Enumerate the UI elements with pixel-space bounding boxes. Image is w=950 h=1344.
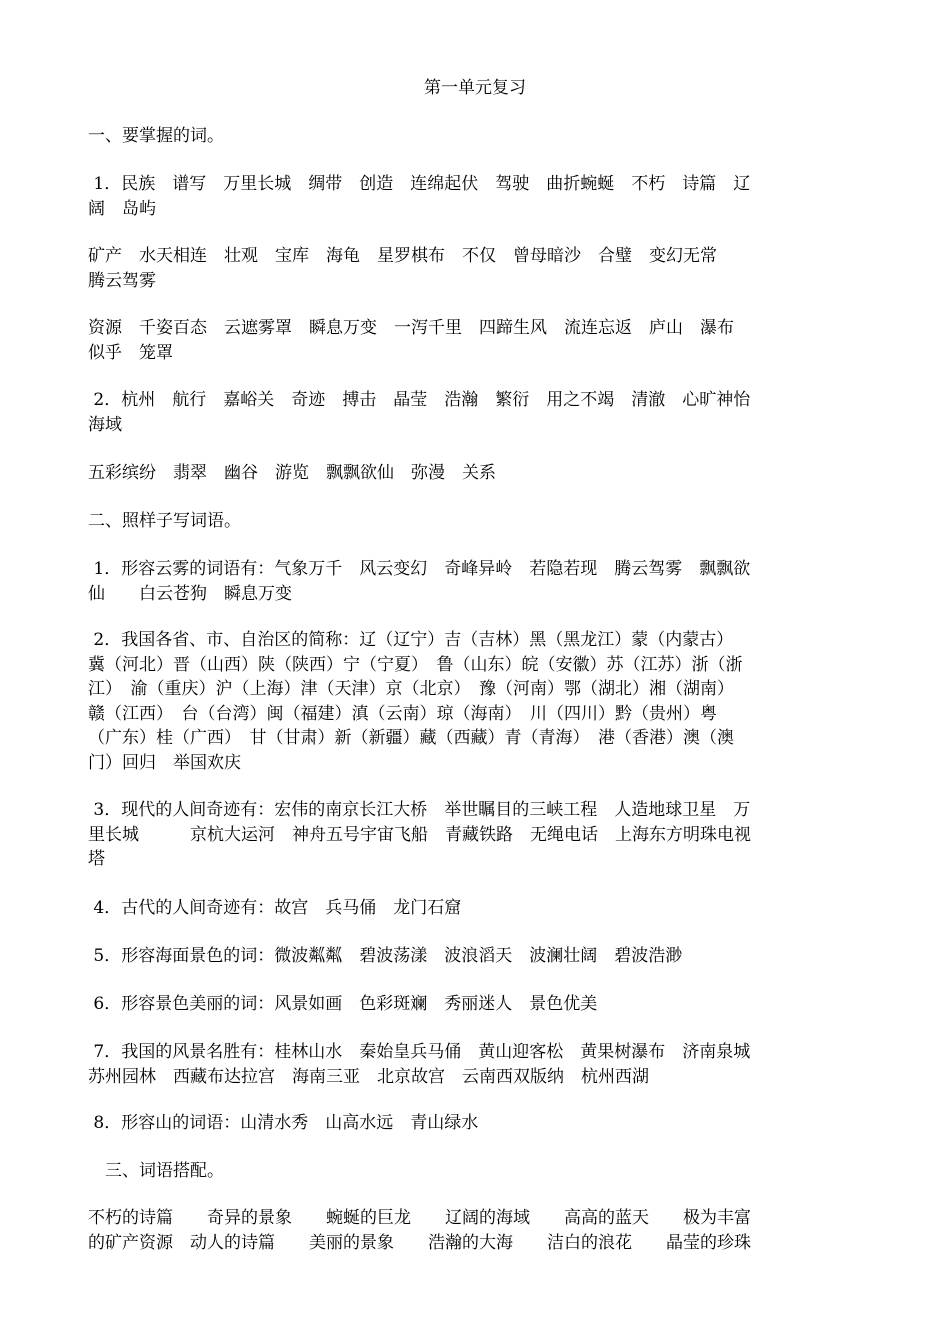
text-line: 二、照样子写词语。: [88, 511, 241, 531]
paragraph: [88, 316, 838, 365]
text-line: 资源 千姿百态 云遮雾罩 瞬息万变 一泻千里 四蹄生风 流连忘返 庐山 瀑布: [88, 318, 734, 338]
text-line: 三、词语搭配。: [88, 1161, 224, 1181]
text-line: 不朽的诗篇 奇异的景象 蜿蜒的巨龙 辽阔的海域 高高的蓝天 极为丰富: [88, 1208, 751, 1228]
paragraph: [88, 944, 838, 969]
paragraph: [88, 896, 838, 921]
text-line: 一、要掌握的词。: [88, 126, 224, 146]
paragraph: [88, 172, 838, 221]
text-line: 苏州园林 西藏布达拉宫 海南三亚 北京故宫 云南西双版纳 杭州西湖: [88, 1066, 649, 1087]
text-line: 8．形容山的词语：山清水秀 山高水远 青山绿水: [88, 1113, 479, 1133]
paragraph: [88, 1206, 838, 1255]
text-line: 里长城 京杭大运河 神舟五号宇宙飞船 青藏铁路 无绳电话 上海东方明珠电视: [88, 824, 751, 845]
text-line: 2．杭州 航行 嘉峪关 奇迹 搏击 晶莹 浩瀚 繁衍 用之不竭 清澈 心旷神怡: [88, 390, 751, 410]
text-line: 2．我国各省、市、自治区的简称：辽（辽宁）吉（吉林）黑（黑龙江）蒙（内蒙古）: [88, 630, 734, 650]
paragraph: [88, 244, 838, 293]
text-line: 阔 岛屿: [88, 198, 156, 219]
paragraph: [88, 628, 838, 775]
text-line: 5．形容海面景色的词：微波粼粼 碧波荡漾 波浪滔天 波澜壮阔 碧波浩渺: [88, 946, 683, 966]
text-line: 6．形容景色美丽的词：风景如画 色彩斑斓 秀丽迷人 景色优美: [88, 994, 598, 1014]
text-line: 腾云驾雾: [88, 270, 156, 291]
text-line: 7．我国的风景名胜有：桂林山水 秦始皇兵马俑 黄山迎客松 黄果树瀑布 济南泉城: [88, 1042, 751, 1062]
text-line: 江） 渝（重庆）沪（上海）津（天津）京（北京） 豫（河南）鄂（湖北）湘（湖南）: [88, 679, 734, 699]
text-line: 3．现代的人间奇迹有：宏伟的南京长江大桥 举世瞩目的三峡工程 人造地球卫星 万: [88, 800, 751, 820]
paragraph: [88, 992, 838, 1017]
paragraph: [88, 1159, 838, 1184]
text-line: 门）回归 举国欢庆: [88, 752, 241, 773]
text-line: 海域: [88, 414, 122, 435]
document-title: 第一单元复习: [424, 78, 526, 98]
text-line: 4．古代的人间奇迹有：故宫 兵马俑 龙门石窟: [88, 898, 462, 918]
paragraph: [88, 509, 838, 534]
text-line: 1．民族 谱写 万里长城 绸带 创造 连绵起伏 驾驶 曲折蜿蜒 不朽 诗篇 辽: [88, 174, 751, 194]
paragraph: [88, 798, 838, 872]
text-line: 的矿产资源 动人的诗篇 美丽的景象 浩瀚的大海 洁白的浪花 晶莹的珍珠: [88, 1232, 751, 1253]
paragraph: [88, 1040, 838, 1089]
paragraph: [88, 461, 838, 486]
text-line: 似乎 笼罩: [88, 342, 173, 363]
text-line: 冀（河北）晋（山西）陕（陕西）宁（宁夏） 鲁（山东）皖（安徽）苏（江苏）浙（浙: [88, 654, 743, 675]
text-line: 塔: [88, 849, 105, 869]
text-line: （广东）桂（广西） 甘（甘肃）新（新疆）藏（西藏）青（青海） 港（香港）澳（澳: [88, 728, 734, 748]
paragraph: [88, 1111, 838, 1136]
text-line: 赣（江西） 台（台湾）闽（福建）滇（云南）琼（海南） 川（四川）黔（贵州）粤: [88, 703, 717, 724]
paragraph: [88, 388, 838, 437]
paragraph: [88, 557, 838, 606]
text-line: 仙 白云苍狗 瞬息万变: [88, 583, 292, 604]
text-line: 矿产 水天相连 壮观 宝库 海龟 星罗棋布 不仅 曾母暗沙 合璧 变幻无常: [88, 246, 717, 266]
paragraph: [88, 124, 838, 149]
text-line: 五彩缤纷 翡翠 幽谷 游览 飘飘欲仙 弥漫 关系: [88, 463, 496, 483]
text-line: 1．形容云雾的词语有：气象万千 风云变幻 奇峰异岭 若隐若现 腾云驾雾 飘飘欲: [88, 559, 751, 579]
